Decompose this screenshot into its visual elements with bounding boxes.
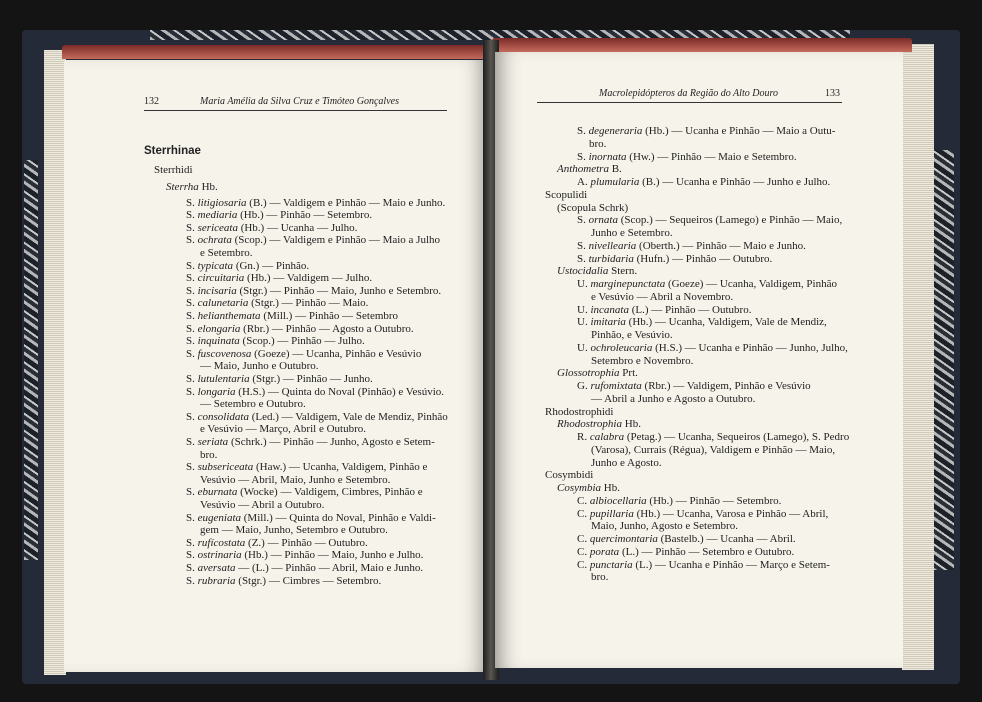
text-line: S. nivellearia (Oberth.) — Pinhão — Maio e Junho. (577, 239, 806, 252)
species-name: ostrinaria (197, 549, 242, 562)
text-line: U. incanata (L.) — Pinhão — Outubro. (577, 303, 752, 316)
species-name: inornata (588, 150, 627, 163)
text-line: Junho e Agosto. (591, 456, 662, 469)
text-line: S. calunetaria (Stgr.) — Pinhão — Maio. (186, 297, 369, 310)
text-line: A. plumularia (B.) — Ucanha e Pinhão — Junho e Julho. (577, 176, 831, 188)
page-edges-right (902, 44, 934, 670)
species-name: subsericeata (197, 461, 254, 474)
text-line: U. marginepunctata (Goeze) — Ucanha, Valdigem, Pinhão (577, 278, 837, 290)
text-line: S. degeneraria (Hb.) — Ucanha e Pinhão — Maio a Outu- (577, 125, 836, 137)
species-name: helianthemata (197, 310, 261, 322)
text-line: Rhodostrophia Hb. (557, 418, 641, 431)
text-line: S. sericeata (Hb.) — Ucanha — Julho. (186, 221, 358, 234)
text-line: Sterrhinae (144, 145, 201, 157)
species-name: Rhodostrophia (557, 418, 622, 431)
text-line: S. inornata (Hw.) — Pinhão — Maio e Setembro. (577, 150, 797, 163)
header-rule (537, 102, 842, 103)
species-name: eburnata (197, 486, 238, 499)
text-line: Cosymbia Hb. (557, 482, 620, 494)
text-line: (Scopula Schrk) (557, 201, 629, 214)
species-name: porata (589, 545, 620, 558)
text-line: S. eburnata (Wocke) — Valdigem, Cimbres, Pinhão e (186, 486, 423, 499)
species-name: marginepunctata (590, 278, 666, 290)
text-line: bro. (200, 448, 218, 461)
species-name: elongaria (197, 322, 241, 335)
species-name: turbidaria (588, 252, 634, 265)
page-edges-left (44, 50, 66, 675)
species-name: aversata (197, 562, 236, 574)
species-name: quercimontaria (589, 533, 658, 545)
page-number: 132 (144, 96, 159, 107)
text-line: C. porata (L.) — Pinhão — Setembro e Outubro. (577, 545, 795, 558)
text-line: S. litigiosaria (B.) — Valdigem e Pinhão — Maio e Junho. (186, 196, 446, 209)
species-name: punctaria (589, 558, 633, 571)
species-name: calabra (589, 431, 625, 443)
page-number: 133 (825, 88, 840, 99)
text-line: e Vesúvio — Março, Abril e Outubro. (200, 423, 366, 436)
species-name: consolidata (197, 410, 249, 423)
page-top-edge-right (492, 38, 912, 52)
text-line: U. ochroleucaria (H.S.) — Ucanha e Pinhão — Junho, Julho, (577, 341, 848, 354)
species-name: fuscovenosa (197, 347, 252, 360)
right-page (495, 52, 903, 668)
running-head: Macrolepidópteros da Região do Alto Douro (599, 88, 778, 99)
text-line: S. incisaria (Stgr.) — Pinhão — Maio, Junho e Setembro. (186, 284, 442, 297)
text-line: S. circuitaria (Hb.) — Valdigem — Julho. (186, 272, 373, 285)
text-line: e Vesúvio — Abril a Novembro. (591, 290, 734, 303)
marbled-endpaper-left (24, 160, 38, 560)
text-line: S. rubraria (Stgr.) — Cimbres — Setembro. (186, 574, 382, 587)
species-name: ornata (588, 214, 618, 227)
text-line: S. ostrinaria (Hb.) — Pinhão — Maio, Junho e Julho. (186, 549, 424, 562)
text-line: S. lutulentaria (Stgr.) — Pinhão — Junho. (186, 373, 373, 385)
text-line: S. ornata (Scop.) — Sequeiros (Lamego) e Pinhão — Maio, (577, 214, 843, 227)
text-line: Junho e Setembro. (591, 227, 673, 239)
text-line: Rhodostrophidi (545, 405, 614, 418)
species-name: inquinata (197, 335, 240, 348)
text-line: Pinhão, e Vesúvio. (591, 329, 673, 341)
text-line: Sterrha Hb. (166, 181, 218, 193)
species-name: mediaria (197, 209, 238, 222)
text-line: Setembro e Novembro. (591, 354, 694, 367)
text-line: Scopulidi (545, 188, 588, 201)
text-line: Ustocidalia Stern. (557, 265, 638, 278)
species-name: calunetaria (197, 297, 249, 310)
text-line: S. typicata (Gn.) — Pinhão. (186, 259, 310, 272)
species-name: nivellearia (588, 239, 637, 252)
text-line: S. aversata — (L.) — Pinhão — Abril, Maio e Junho. (186, 562, 424, 574)
text-line: S. turbidaria (Hufn.) — Pinhão — Outubro. (577, 252, 773, 265)
text-line: — Setembro e Outubro. (200, 398, 306, 411)
text-line: S. longaria (H.S.) — Quinta do Noval (Pinhão) e Vesúvio. (186, 385, 444, 398)
text-line: S. mediaria (Hb.) — Pinhão — Setembro. (186, 209, 373, 222)
text-line: C. albiocellaria (Hb.) — Pinhão — Setembro. (577, 494, 782, 507)
text-line: — Maio, Junho e Outubro. (200, 360, 319, 373)
text-line: S. elongaria (Rbr.) — Pinhão — Agosto a Outubro. (186, 322, 414, 335)
text-line: R. calabra (Petag.) — Ucanha, Sequeiros (Lamego), S. Pedro (577, 431, 850, 443)
species-name: longaria (197, 385, 236, 398)
text-line: S. helianthemata (Mill.) — Pinhão — Setembro (186, 310, 399, 322)
species-name: imitaria (590, 316, 626, 329)
text-line: Cosymbidi (545, 469, 594, 482)
text-line: Glossotrophia Prt. (557, 367, 638, 380)
text-line: C. quercimontaria (Bastelb.) — Ucanha — Abril. (577, 533, 796, 545)
species-name: Cosymbia (557, 482, 601, 494)
species-name: rubraria (197, 574, 236, 587)
page-top-edge-left (62, 45, 488, 59)
species-name: plumularia (590, 176, 640, 188)
text-line: Vesúvio — Abril, Maio, Junho e Setembro. (200, 473, 391, 486)
species-name: ochrata (197, 234, 232, 247)
text-line: S. ochrata (Scop.) — Valdigem e Pinhão — Maio a Julho (186, 234, 441, 247)
text-line: Maio, Junho, Agosto e Setembro. (591, 520, 738, 533)
text-line: C. punctaria (L.) — Ucanha e Pinhão — Março e Setem- (577, 558, 830, 571)
species-name: circuitaria (197, 272, 245, 285)
text-line: S. subsericeata (Haw.) — Ucanha, Valdigem, Pinhão e (186, 461, 428, 474)
text-line: Anthometra B. (557, 163, 622, 176)
text-line: S. seriata (Schrk.) — Pinhão — Junho, Agosto e Setem- (186, 436, 435, 448)
species-name: rufomixtata (590, 380, 642, 392)
text-line: S. inquinata (Scop.) — Pinhão — Julho. (186, 335, 365, 348)
text-line: bro. (591, 571, 609, 584)
species-name: sericeata (197, 221, 238, 234)
species-name: incanata (590, 303, 629, 316)
text-line: Vesúvio — Abril a Outubro. (200, 499, 325, 511)
text-line: bro. (589, 137, 607, 150)
text-line: S. rufícostata (Z.) — Pinhão — Outubro. (186, 536, 368, 549)
text-line: U. imitaria (Hb.) — Ucanha, Valdigem, Vale de Mendiz, (577, 316, 827, 329)
text-line: e Setembro. (200, 247, 253, 259)
species-name: litigiosaria (197, 196, 247, 209)
species-name: ochroleucaria (590, 341, 653, 354)
species-name: rufícostata (197, 536, 246, 549)
header-rule (144, 110, 447, 111)
species-name: Anthometra (557, 163, 609, 176)
species-name: Glossotrophia (557, 367, 620, 380)
species-name: Ustocidalia (557, 265, 609, 278)
text-line: — Abril a Junho e Agosto a Outubro. (591, 392, 756, 405)
text-line: S. eugeniata (Mill.) — Quinta do Noval, Pinhão e Valdi- (186, 511, 436, 524)
text-line: G. rufomixtata (Rbr.) — Valdigem, Pinhão e Vesúvio (577, 380, 811, 392)
text-line: S. consolidata (Led.) — Valdigem, Vale de Mendiz, Pinhão (186, 410, 448, 423)
species-name: Sterrha (166, 181, 199, 193)
text-line: (Varosa), Currais (Régua), Valdigem e Pinhão — Maio, (591, 443, 836, 456)
species-name: incisaria (197, 284, 237, 297)
species-name: degeneraria (588, 125, 643, 137)
species-name: seriata (197, 436, 229, 448)
species-name: pupillaria (589, 507, 634, 520)
species-name: typicata (197, 259, 234, 272)
species-name: eugeniata (197, 511, 242, 524)
species-name: lutulentaria (197, 373, 250, 385)
left-page (64, 60, 487, 672)
marbled-endpaper-right (932, 150, 954, 570)
text-line: C. pupillaria (Hb.) — Ucanha, Varosa e Pinhão — Abril, (577, 507, 829, 520)
species-name: albiocellaria (589, 494, 647, 507)
text-line: S. fuscovenosa (Goeze) — Ucanha, Pinhão e Vesúvio (186, 347, 422, 360)
text-line: gem — Maio, Junho, Setembro e Outubro. (200, 524, 388, 537)
running-head: Maria Amélia da Silva Cruz e Timóteo Gonçalves (200, 96, 399, 107)
text-line: Sterrhidi (154, 164, 193, 176)
